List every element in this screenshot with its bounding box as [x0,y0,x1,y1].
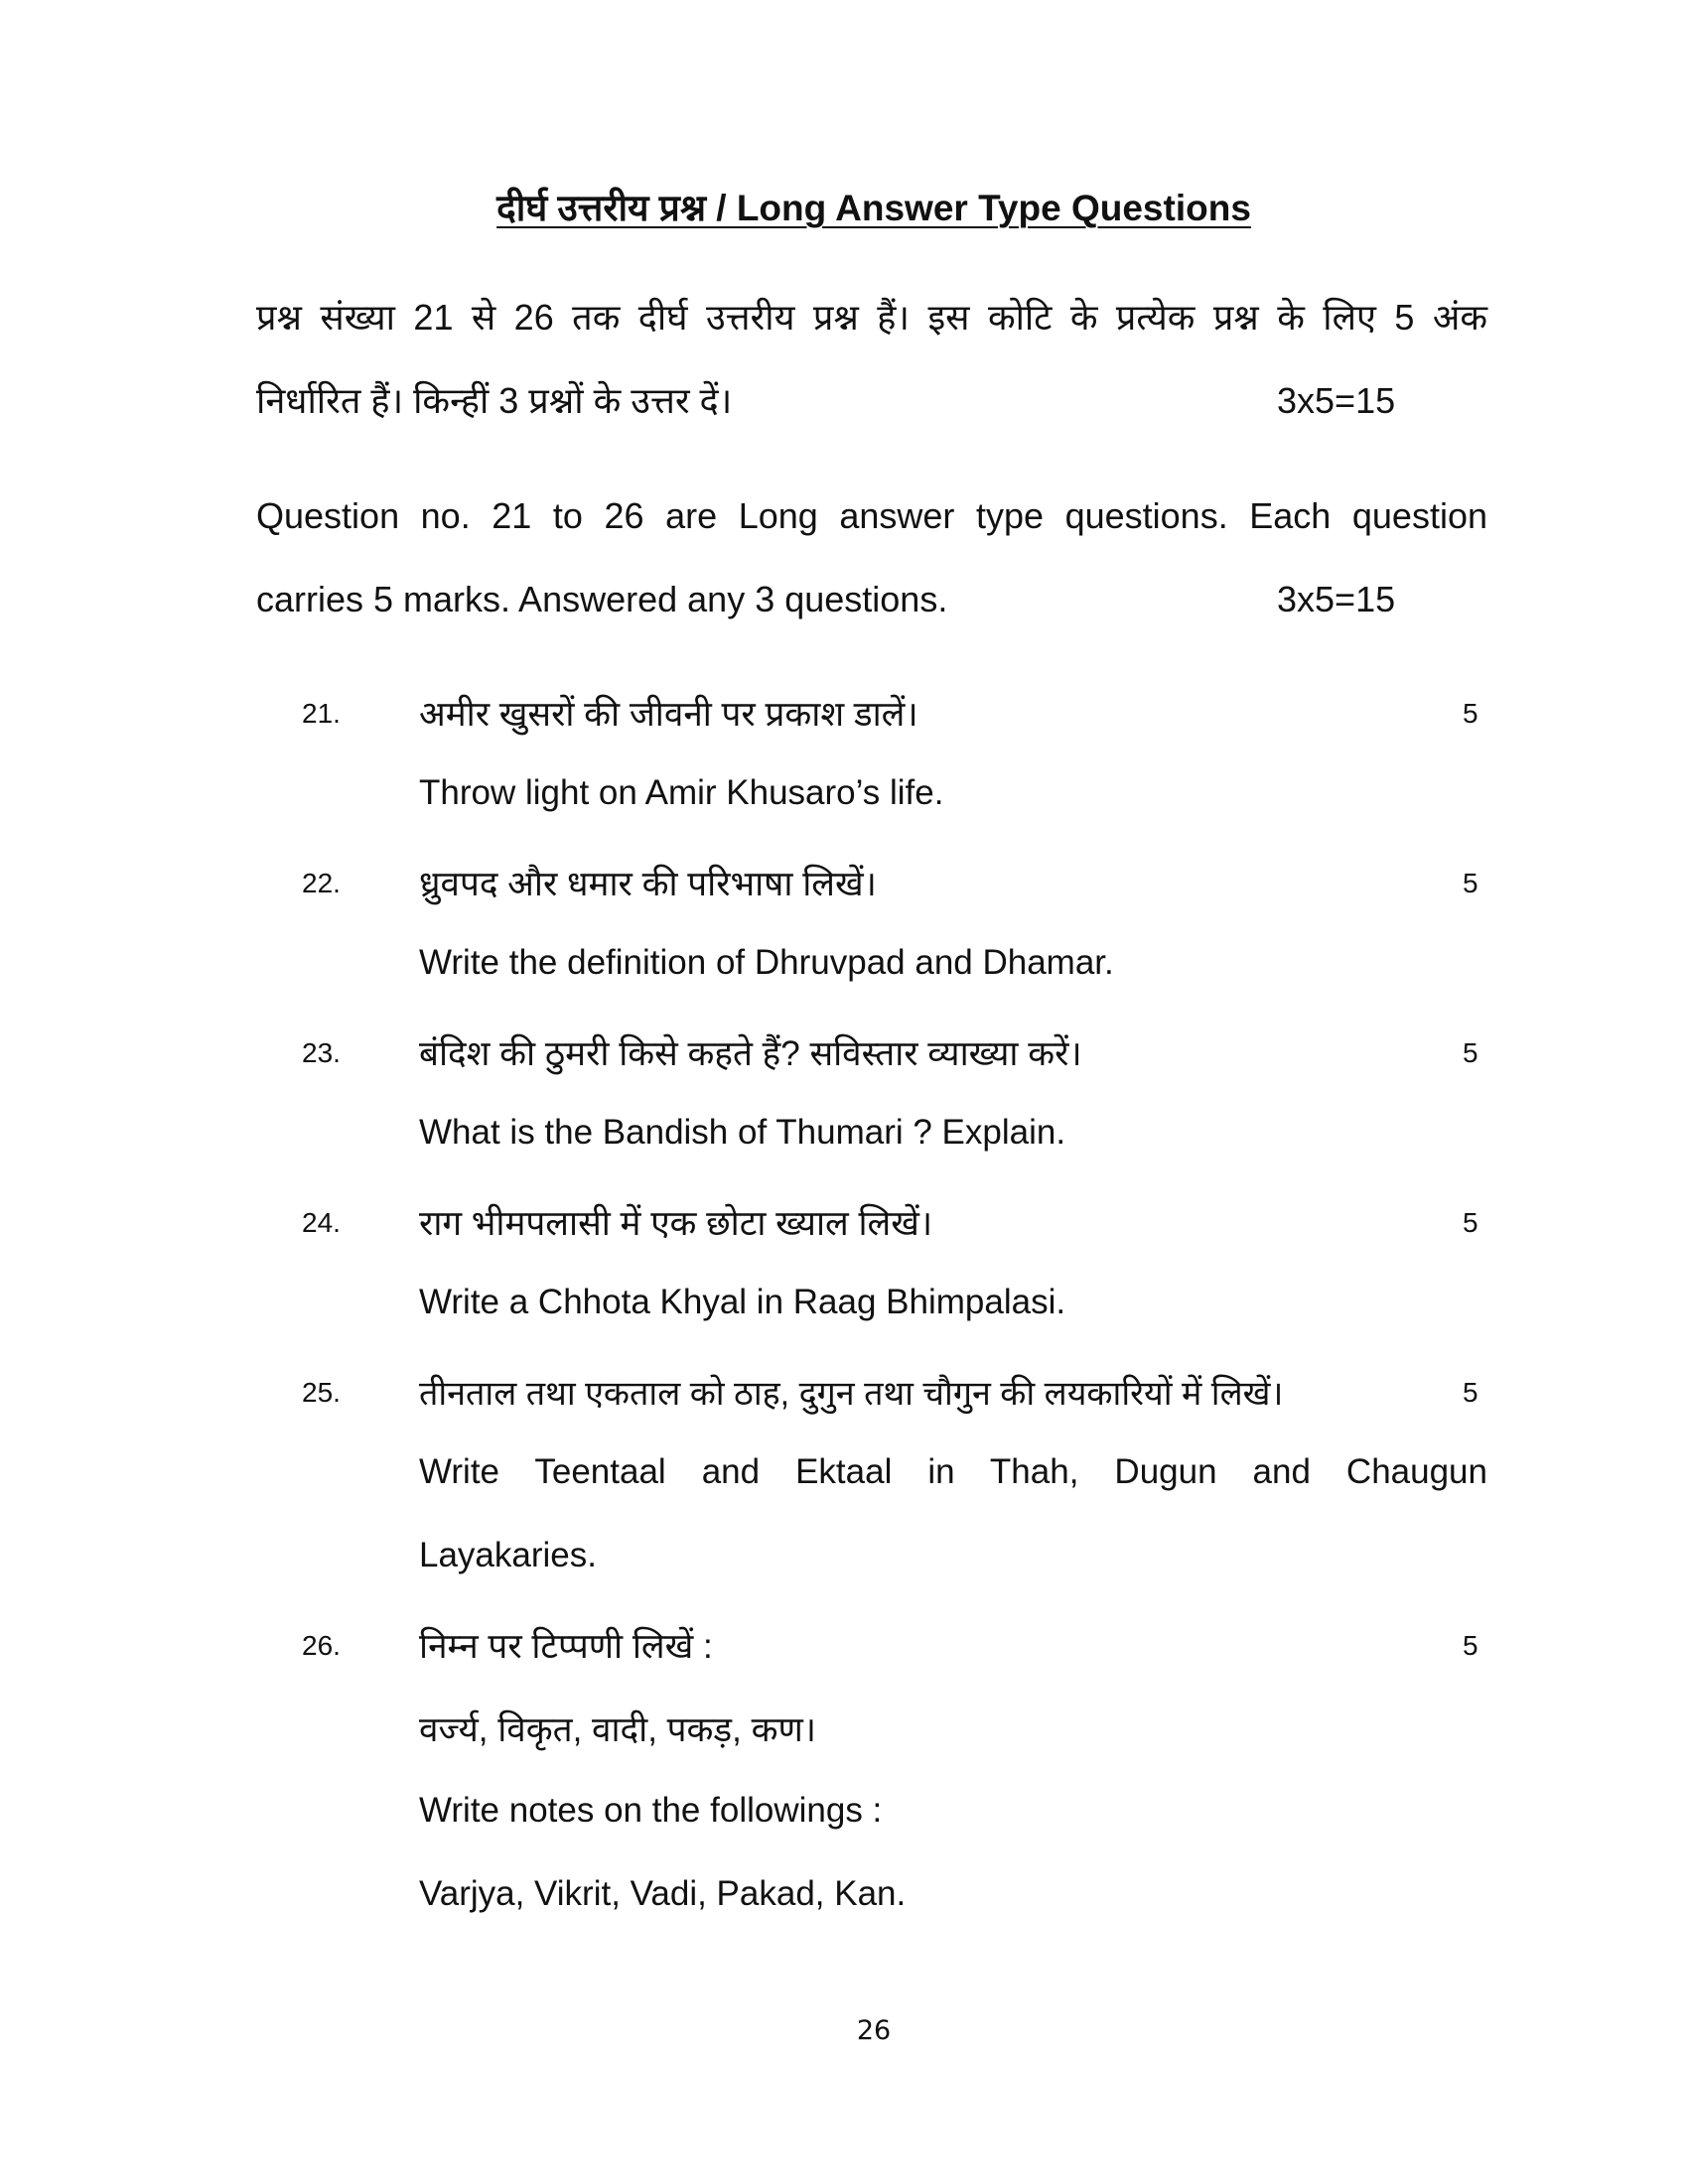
question-marks: 5 [1463,1377,1478,1408]
instructions-hindi-line1: प्रश्न संख्या 21 से 26 तक दीर्घ उत्तरीय प्रश्न हैं। इस कोटि के प्रत्येक प्रश्न के लिए 5 अंक [256,297,1487,338]
question-number: 25. [302,1377,341,1408]
section-heading-text: दीर्घ उत्तरीय प्रश्न / Long Answer Type Questions [496,188,1251,228]
question-english: Write a Chhota Khyal in Raag Bhimpalasi. [419,1283,1066,1321]
instructions-english-line2-wrap [256,558,1487,641]
question-english-line2: Varjya, Vikrit, Vadi, Pakad, Kan. [419,1874,907,1913]
question-number: 23. [302,1037,341,1068]
question-marks: 5 [1463,1630,1478,1661]
question-marks: 5 [1463,698,1478,729]
question-hindi: तीनताल तथा एकताल को ठाह, दुगुन तथा चौगुन की लयकारियों में लिखें। [419,1375,1284,1413]
instructions-english-marks: 3x5=15 [1277,579,1396,619]
question-marks: 5 [1463,868,1478,898]
instructions-hindi-line2-wrap [256,359,1487,443]
instructions-english [256,475,1487,641]
question-marks: 5 [1463,1037,1478,1068]
instructions-english-line1: Question no. 21 to 26 are Long answer type questions. Each question [256,495,1487,536]
question-hindi: राग भीमपलासी में एक छोटा ख्याल लिखें। [419,1204,933,1243]
question-marks: 5 [1463,1207,1478,1238]
instructions-hindi [256,276,1487,443]
question-number: 26. [302,1630,341,1661]
question-hindi: अमीर खुसरों की जीवनी पर प्रकाश डालें। [419,695,918,734]
instructions-hindi-line2: निर्धारित हैं। किन्हीं 3 प्रश्नों के उत्तर दें। [256,380,733,421]
question-hindi-line2: वर्ज्य, विकृत, वादी, पकड़, कण। [419,1710,817,1749]
section-heading [0,181,1688,231]
question-english: Write notes on the followings : [419,1791,883,1830]
question-number: 24. [302,1207,341,1238]
instructions-hindi-marks: 3x5=15 [1277,380,1396,421]
page-number: 26 [856,2015,892,2046]
question-english: Throw light on Amir Khusaro’s life. [419,773,944,812]
question-number: 21. [302,698,341,729]
question-english: What is the Bandish of Thumari ? Explain. [419,1113,1066,1152]
question-english-line1: Write Teentaal and Ektaal in Thah, Dugun and Chaugun [419,1452,1487,1491]
question-english-line2: Layakaries. [419,1536,597,1574]
question-hindi: निम्न पर टिप्पणी लिखें : [419,1627,713,1666]
question-hindi: बंदिश की ठुमरी किसे कहते हैं? सविस्तार व्याख्या करें। [419,1034,1082,1073]
question-english: Write the definition of Dhruvpad and Dhamar. [419,943,1114,982]
question-hindi: ध्रुवपद और धमार की परिभाषा लिखें। [419,865,877,903]
instructions-english-line2: carries 5 marks. Answered any 3 questions. [256,579,948,619]
question-number: 22. [302,868,341,898]
